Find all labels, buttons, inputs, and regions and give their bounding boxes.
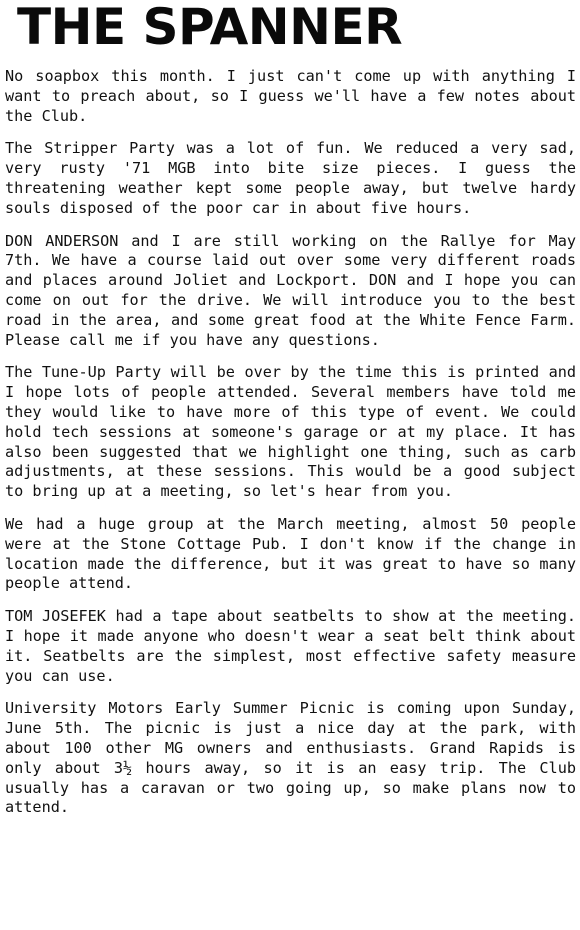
paragraph-seatbelts: TOM JOSEFEK had a tape about seatbelts to show at the meeting. I hope it made anyone who doesn't wear a seat belt think about it. Seatbelts are the simplest, most effective safety measure you can use. [5, 607, 576, 685]
paragraph-tune-up-party: The Tune-Up Party will be over by the time this is printed and I hope lots of people attended. Several members have told me they would like to have more of this type of event. We could hold tech sessions at someone's garage or at my place. It has also been suggested that we highlight one thing, such as carb adjustments, at these sessions. This would be a good subject to bring up at a meeting, so let's hear from you. [5, 363, 576, 501]
paragraph-rallye: DON ANDERSON and I are still working on the Rallye for May 7th. We have a course laid out over some very different roads and places around Joliet and Lockport. DON and I hope you can come on out for the drive. We will introduce you to the best road in the area, and some great food at the White Fence Farm. Please call me if you have any questions. [5, 231, 576, 349]
newsletter-masthead: THE SPANNER [17, 0, 403, 56]
paragraph-soapbox: No soapbox this month. I just can't come up with anything I want to preach about, so I guess we'll have a few notes about the Club. [5, 67, 576, 125]
paragraph-summer-picnic: University Motors Early Summer Picnic is coming upon Sunday, June 5th. The picnic is just a nice day at the park, with about 100 other MG owners and enthusiasts. Grand Rapids is only about 3½ hours away, so it is an easy trip. The Club usually has a caravan or two going up, so make plans now to attend. [5, 699, 576, 817]
paragraph-march-meeting: We had a huge group at the March meeting, almost 50 people were at the Stone Cottage Pub. I don't know if the change in location made the difference, but it was great to have so many people attend. [5, 514, 576, 593]
paragraph-stripper-party: The Stripper Party was a lot of fun. We reduced a very sad, very rusty '71 MGB into bite size pieces. I guess the threatening weather kept some people away, but twelve hardy souls disposed of the poor car in about five hours. [5, 139, 576, 217]
